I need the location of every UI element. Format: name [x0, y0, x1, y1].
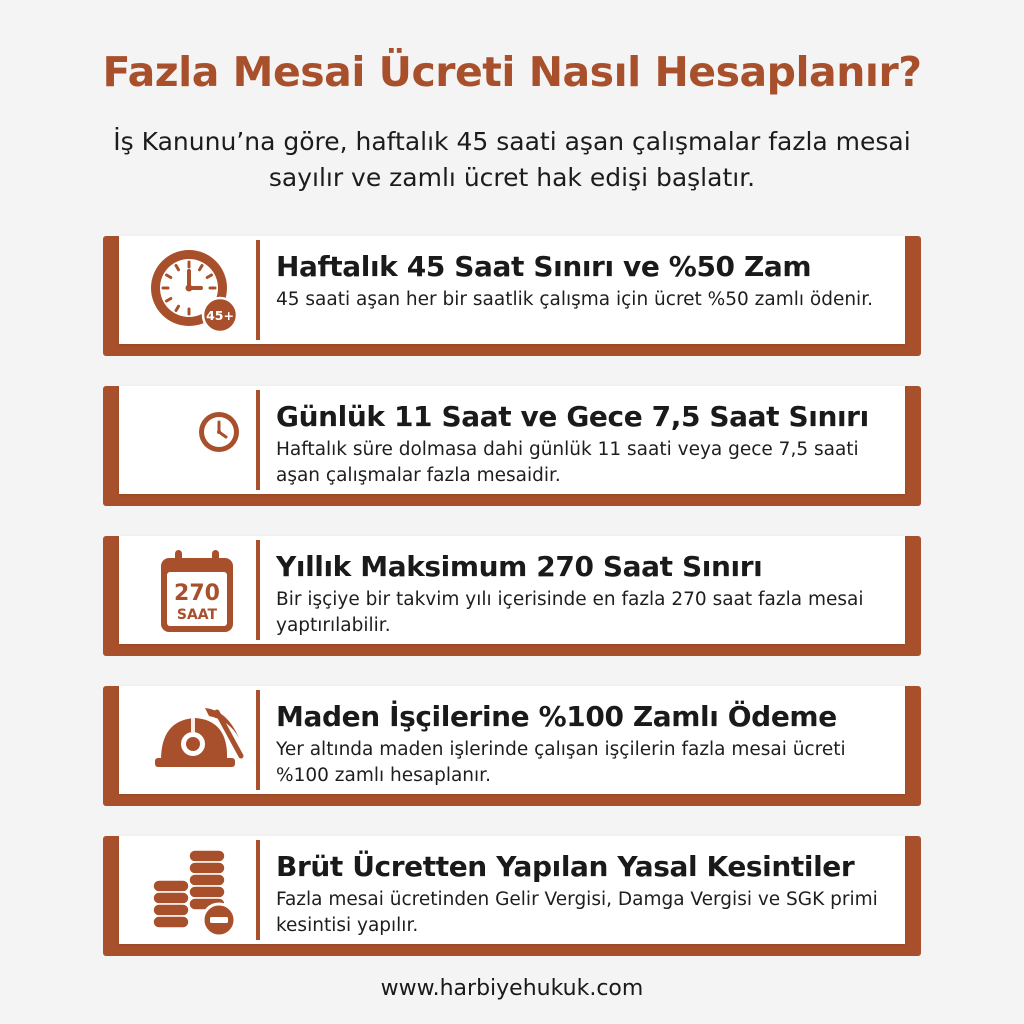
page-title: Fazla Mesai Ücreti Nasıl Hesaplanır? — [102, 48, 922, 96]
info-card-daily-night-limit — [103, 386, 921, 506]
coins-minus-icon — [147, 840, 247, 940]
icon-badge-text: 45+ — [206, 308, 234, 323]
card-body — [119, 386, 905, 494]
mining-helmet-pickaxe-icon — [147, 690, 247, 790]
card-title: Haftalık 45 Saat Sınırı ve %50 Zam — [276, 250, 812, 283]
card-description: Haftalık süre dolmasa dahi günlük 11 saati veya gece 7,5 saati aşan çalışmalar fazla mesaidir. — [276, 439, 859, 486]
clock-45-icon — [147, 240, 247, 340]
calendar-number-text: 270 — [174, 581, 220, 606]
card-description: 45 saati aşan her bir saatlik çalışma için ücret %50 zamlı ödenir. — [276, 289, 873, 310]
card-title: Günlük 11 Saat ve Gece 7,5 Saat Sınırı — [276, 400, 869, 433]
moon-clock-icon — [147, 390, 247, 490]
card-title: Maden İşçilerine %100 Zamlı Ödeme — [276, 700, 837, 733]
info-card-miners — [103, 686, 921, 806]
card-title: Yıllık Maksimum 270 Saat Sınırı — [276, 550, 763, 583]
page-subtitle: İş Kanunu’na göre, haftalık 45 saati aşan çalışmalar fazla mesai sayılır ve zamlı ücret hak edişi başlatır. — [113, 127, 911, 192]
card-divider — [256, 240, 260, 340]
card-divider — [256, 540, 260, 640]
card-body — [119, 236, 905, 344]
calendar-icon — [147, 540, 247, 640]
card-body — [119, 836, 905, 944]
card-divider — [256, 840, 260, 940]
card-divider — [256, 690, 260, 790]
card-title: Brüt Ücretten Yapılan Yasal Kesintiler — [276, 850, 855, 883]
card-description: Fazla mesai ücretinden Gelir Vergisi, Damga Vergisi ve SGK primi kesintisi yapılır. — [276, 889, 878, 936]
card-divider — [256, 390, 260, 490]
card-description: Bir işçiye bir takvim yılı içerisinde en fazla 270 saat fazla mesai yaptırılabilir. — [276, 589, 864, 636]
info-card-yearly-limit — [103, 536, 921, 656]
calendar-unit-text: SAAT — [176, 607, 218, 623]
info-card-deductions — [103, 836, 921, 956]
card-description: Yer altında maden işlerinde çalışan işçilerin fazla mesai ücreti %100 zamlı hesaplanır. — [276, 739, 846, 786]
website-link[interactable]: www.harbiyehukuk.com — [380, 976, 644, 1001]
info-card-weekly-limit — [103, 236, 921, 356]
card-body — [119, 686, 905, 794]
card-body — [119, 536, 905, 644]
